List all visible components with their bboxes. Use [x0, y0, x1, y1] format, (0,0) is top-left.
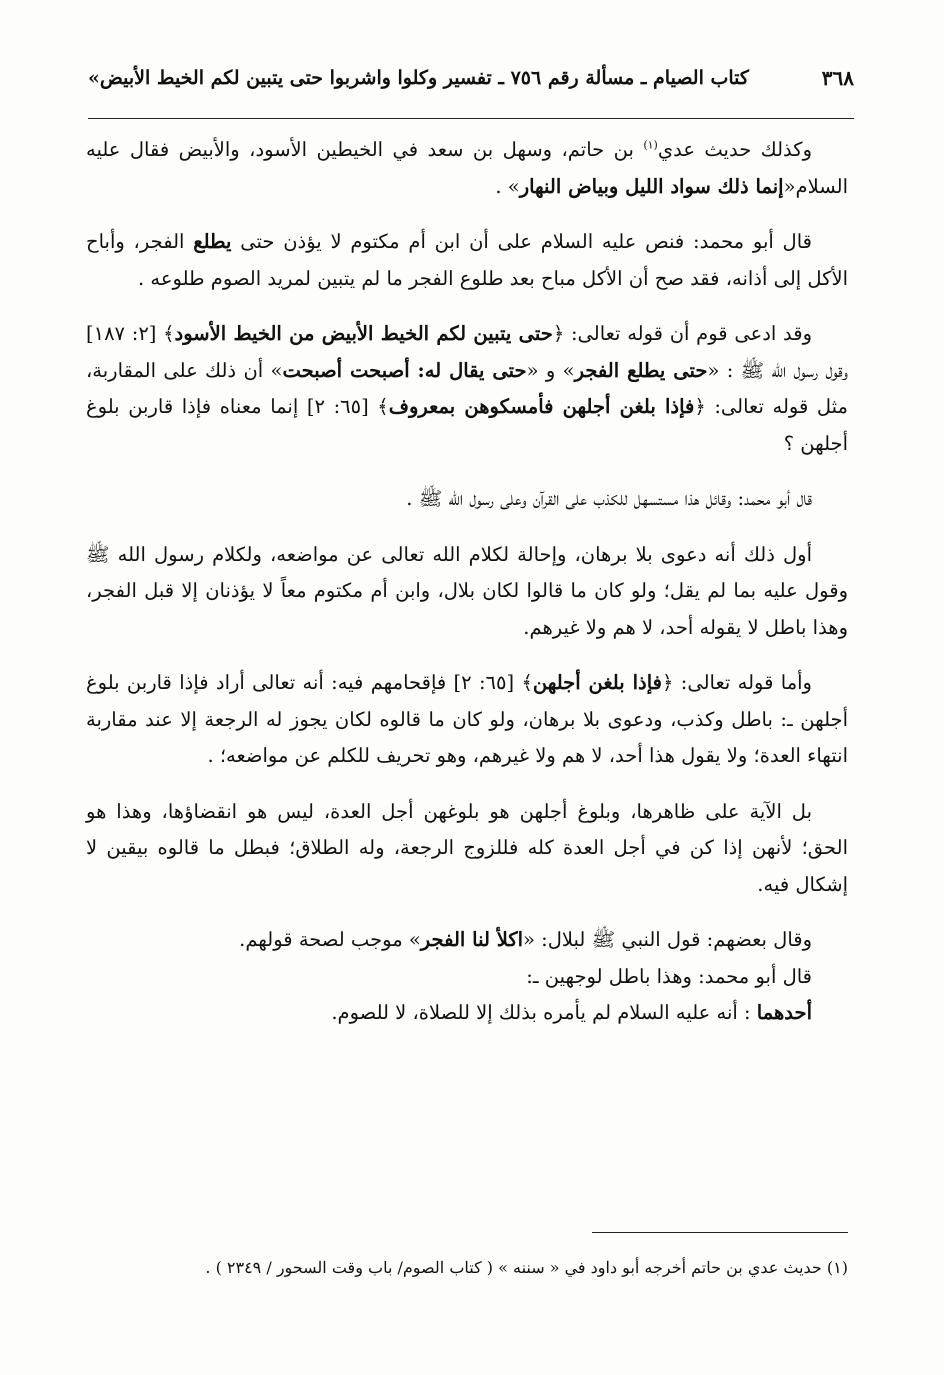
emphasized-text: حتى يتبين لكم الخيط الأبيض من الخيط الأسود [174, 322, 553, 345]
main-text [86, 132, 848, 1032]
text-run: وقد ادعى قوم أن قوله تعالى: ﴿ [552, 322, 812, 345]
paragraph [86, 959, 848, 996]
text-run: وأما قوله تعالى: ﴿ [661, 671, 812, 694]
emphasized-text: يطلع [193, 230, 232, 253]
text-run: وكذلك حديث عدي [657, 138, 812, 161]
text-run: بن حاتم، وسهل بن سعد في الخيطين الأسود، والأبيض فقال عليه السلام« [86, 138, 848, 198]
emphasized-text: أحدهما [756, 1001, 812, 1024]
paragraph [86, 316, 848, 462]
text-run: ﴾ [٦٥: ٢] إنما معناه فإذا قاربن بلوغ أجلهن ؟ [86, 395, 848, 455]
header-rule [88, 118, 854, 119]
paragraph [86, 922, 848, 959]
emphasized-text: فإذا بلغن أجلهن فأمسكوهن بمعروف [388, 395, 695, 418]
paragraph [86, 481, 848, 518]
footnote-rule [592, 1232, 848, 1233]
paragraph [86, 794, 848, 904]
text-run: الفجر، وأباح الأكل إلى أذانه، فقد صح أن الأكل مباح بعد طلوع الفجر ما لم يتبين لمريد الصوم طلوعه . [86, 230, 848, 290]
text-run: قال أبو محمد: فنص عليه السلام على أن ابن أم مكتوم لا يؤذن حتى [231, 230, 812, 253]
text-run: وقال بعضهم: قول النبي ﷺ لبلال: « [523, 928, 812, 951]
footnote-marker: (١) [643, 138, 658, 152]
text-run: » موجب لصحة قولهم. [239, 928, 421, 951]
running-title: كتاب الصيام ـ مسألة رقم ٧٥٦ ـ تفسير وكلوا واشربوا حتى يتبين لكم الخيط الأبيض» [88, 67, 749, 89]
footnote: (١) حديث عدي بن حاتم أخرجه أبو داود في « سننه » ( كتاب الصوم/ باب وقت السحور / ٢٣٤٩ ) . [205, 1258, 848, 1277]
emphasized-text: إنما ذلك سواد الليل وبياض النهار [519, 174, 784, 198]
paragraph [86, 224, 848, 297]
emphasized-text: اكلأ لنا الفجر [420, 928, 524, 951]
text-run: ﴾ [٦٥: ٢] فإقحامهم فيه: أنه تعالى أراد فإذا قاربن بلوغ أجلهن ـ: باطل وكذب، ودعوى بلا برهان، ولو كان ما قالوه لكان يجوز له الرجعة إلا عند مقاربة انتهاء العدة؛ ولا يقول هذا أحد، لا هم ولا غيرهم، وهو تحريف للكلم عن مواضعه؛ . [86, 671, 848, 767]
text-run: بل الآية على ظاهرها، وبلوغ أجلهن هو بلوغهن أجل العدة، ليس هو انقضاؤها، وهذا هو الحق؛ لأنهن إذا كن في أجل العدة كله فللزوج الرجعة، وله الطلاق؛ فبطل ما قالوه بيقين لا إشكال فيه. [86, 799, 848, 896]
paragraph [86, 132, 848, 205]
paragraph [86, 537, 848, 647]
text-run: قال أبو محمد: وقائل هذا مستسهل للكذب على القرآن وعلى رسول الله ﷺ . [406, 487, 812, 510]
emphasized-text: فإذا بلغن أجلهن [532, 671, 662, 694]
paragraph [86, 995, 848, 1032]
paragraph [86, 665, 848, 775]
text-run: أول ذلك أنه دعوى بلا برهان، وإحالة لكلام الله تعالى عن مواضعه، ولكلام رسول الله ﷺ وقول عليه بما لم يقل؛ ولو كان ما قالوا لكان بلال، وابن أم مكتوم معاً لا يؤذنان إلا قبل الفجر، وهذا باطل لا يقوله أحد، لا هم ولا غيرهم. [86, 542, 848, 639]
emphasized-text: حتى يطلع الفجر [574, 358, 708, 382]
text-run: » . [495, 174, 520, 198]
text-run: قال أبو محمد: وهذا باطل لوجهين ـ: [526, 964, 812, 988]
page-number: ٣٦٨ [821, 66, 854, 90]
page-header [88, 58, 854, 98]
text-run: ﴾ [٢: ١٨٧] وقول رسول الله ﷺ : « [86, 322, 848, 382]
text-run: » و « [526, 358, 575, 382]
text-run: » أن ذلك على المقاربة، مثل قوله تعالى: ﴿ [86, 358, 848, 418]
emphasized-text: حتى يقال له: أصبحت أصبحت [282, 358, 527, 382]
text-run: : أنه عليه السلام لم يأمره بذلك إلا للصلاة، لا للصوم. [331, 1001, 757, 1024]
